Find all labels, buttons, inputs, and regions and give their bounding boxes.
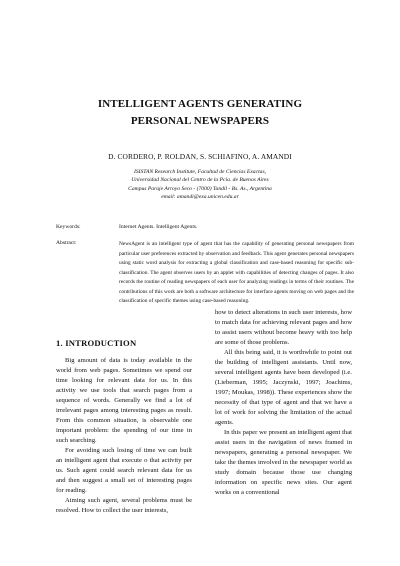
section-heading-introduction: 1. INTRODUCTION: [56, 338, 137, 348]
left-column: [56, 356, 192, 516]
paragraph: All this being said, it is worthwhile to point out the building of intelligent assistants. Until now, several intelligent agents have been developed (i.e. (Lieberman, 1995; Jaczynski, 1997; Joachims, 1997; Moukas, 1998)). These experiences show the necessity of that type of agent and that we have a lot of work for solving the limitation of the actual agents.: [215, 349, 352, 426]
title-line-2: PERSONAL NEWSPAPERS: [130, 115, 270, 127]
title-line-1: INTELLIGENT AGENTS GENERATING: [97, 98, 303, 110]
affiliation-line: ISISTAN Research Institute, Facultad de Ciencias Exactas,: [133, 169, 267, 175]
abstract-text: NewsAgent is an intelligent type of agent that has the capability of generating personal newspapers from particular user preferences extracted by observation and feedback. This agent generates personal newspapers using static word analysis for extracting a global classification and case-based reasoning for specific sub-classification. The agent observes users by an applet with capabilities of detecting changes of pages. It also records the routine of reading newspapers of each user for analyzing readings in terms of their routines. The contributions of this work are both a software architecture for interface agents moving on web pages and the classification of specific themes using case-based reasoning.: [119, 241, 354, 304]
author-list: D. CORDERO, P. ROLDAN, S. SCHIAFINO, A. AMANDI: [108, 152, 292, 161]
paragraph: Big amount of data is today available in the world from web pages. Sometimes we spend our time looking for relevant data for us. In this activity we use tools that search pages from a sequence of words. Generally we find a lot of irrelevant pages among interesting pages as result. From this common situation, is observable one important problem: the spending of our time in such searching.: [56, 357, 192, 444]
paragraph: Aiming such agent, several problems must be resolved. How to collect the user interests,: [56, 497, 192, 514]
affiliation-email: email: amandi@exa.unicen.edu.ar: [161, 194, 239, 201]
keywords-text: Internet Agents. Intelligent Agents.: [119, 224, 198, 230]
paper-title: [0, 96, 400, 130]
abstract-label: Abstract:: [56, 240, 77, 246]
affiliation-line: Campus Paraje Arroyo Seco - (7000) Tandil - Bs. As., Argentina: [128, 185, 272, 192]
paragraph: In this paper we present an intelligent agent that assist users in the navigation of news framed in newspapers, generating a personal newspaper. We take the themes involved in the newspaper world as study domain because those use changing information on specific news sites. Our agent works on a conventional: [215, 429, 352, 496]
affiliation-line: Universidad Nacional del Centro de la Pcia. de Buenos Aires: [131, 177, 269, 184]
keywords-label: Keywords:: [56, 224, 81, 230]
affiliation: [0, 168, 400, 202]
right-column: [215, 308, 352, 498]
paragraph: For avoiding such losing of time we can built an intelligent agent that execute o that activity per us. Such agent could search relevant data for us and then suggest a small set of interesting pages for reading.: [56, 447, 192, 494]
paragraph: how to detect alterations in such user interests, how to match data for achieving relevant pages and how to assist users without become heavy with too help are some of those problems.: [215, 309, 352, 346]
